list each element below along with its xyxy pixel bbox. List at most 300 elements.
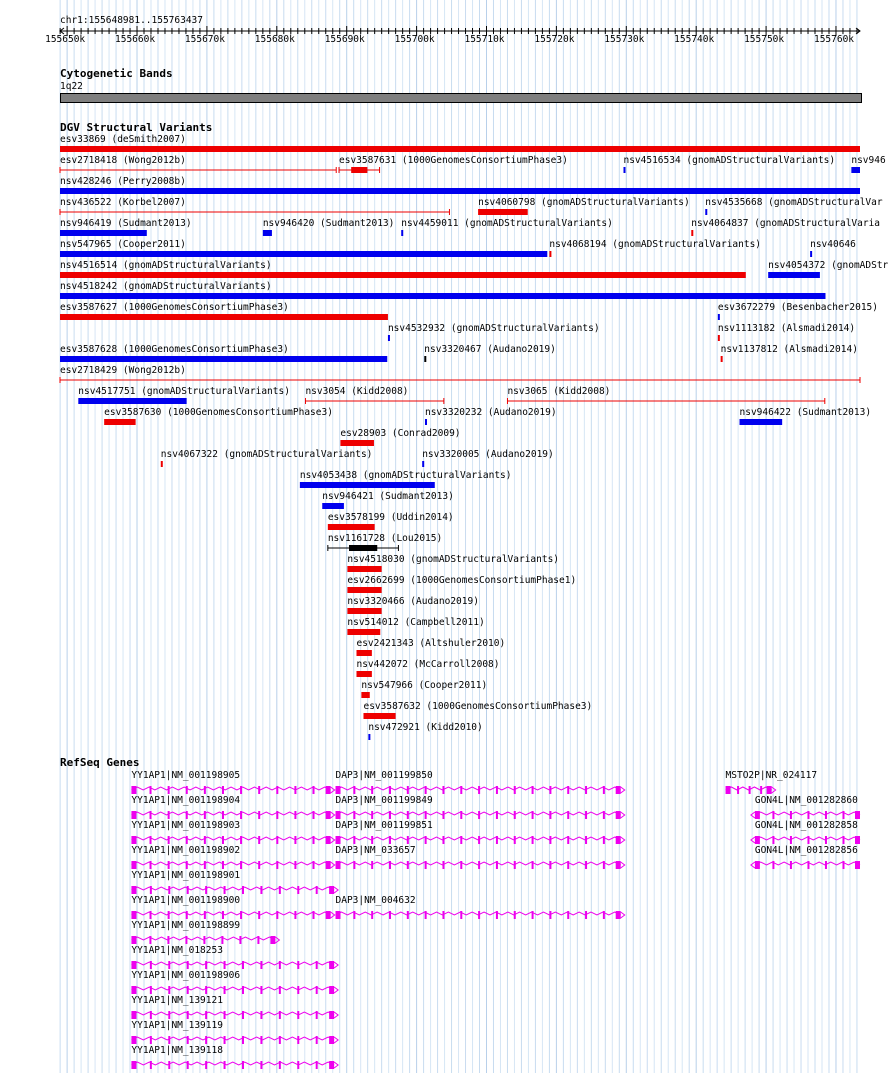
refseq-exon[interactable]	[842, 861, 844, 869]
refseq-exon[interactable]	[222, 836, 224, 844]
refseq-exon[interactable]	[389, 836, 391, 844]
refseq-exon[interactable]	[371, 811, 373, 819]
dgv-feature-label[interactable]: nsv4054372 (gnomADStr	[768, 260, 889, 271]
refseq-exon[interactable]	[276, 861, 278, 869]
refseq-exon[interactable]	[532, 861, 534, 869]
refseq-exon[interactable]	[371, 836, 373, 844]
dgv-feature-tick[interactable]	[718, 314, 720, 320]
refseq-exon[interactable]	[585, 861, 587, 869]
refseq-exon[interactable]	[279, 886, 281, 894]
dgv-feature-bar[interactable]	[347, 608, 381, 614]
refseq-exon[interactable]	[407, 786, 409, 794]
refseq-exon[interactable]	[204, 786, 206, 794]
refseq-gene-label[interactable]: YY1AP1|NM_139119	[131, 1020, 223, 1031]
dgv-feature-label[interactable]: nsv4518242 (gnomADStructuralVariants)	[60, 281, 272, 292]
refseq-exon[interactable]	[279, 986, 281, 994]
refseq-exon[interactable]	[270, 936, 275, 944]
refseq-exon[interactable]	[316, 1061, 318, 1069]
refseq-exon[interactable]	[131, 836, 136, 844]
dgv-feature-bar[interactable]	[347, 629, 380, 635]
dgv-feature-bar[interactable]	[349, 545, 377, 551]
refseq-exon[interactable]	[168, 961, 170, 969]
refseq-exon[interactable]	[242, 1061, 244, 1069]
refseq-exon[interactable]	[807, 836, 809, 844]
refseq-exon[interactable]	[389, 861, 391, 869]
dgv-feature-bar[interactable]	[78, 398, 186, 404]
refseq-exon[interactable]	[549, 836, 551, 844]
refseq-exon[interactable]	[168, 811, 170, 819]
dgv-feature-label[interactable]: nsv4532932 (gnomADStructuralVariants)	[387, 323, 600, 334]
refseq-exon[interactable]	[567, 811, 569, 819]
refseq-exon[interactable]	[855, 811, 860, 819]
refseq-exon[interactable]	[329, 1061, 334, 1069]
refseq-exon[interactable]	[313, 786, 315, 794]
dgv-feature-label[interactable]: nsv1113182 (Alsmadi2014)	[717, 323, 856, 334]
refseq-exon[interactable]	[276, 786, 278, 794]
refseq-exon[interactable]	[567, 861, 569, 869]
refseq-exon[interactable]	[240, 786, 242, 794]
dgv-feature-label[interactable]: nsv3065 (Kidd2008)	[507, 386, 611, 397]
dgv-feature-label[interactable]: nsv428246 (Perry2008b)	[60, 176, 186, 187]
dgv-feature-tick[interactable]	[425, 419, 427, 425]
refseq-exon[interactable]	[186, 811, 188, 819]
refseq-exon[interactable]	[460, 811, 462, 819]
refseq-exon[interactable]	[726, 786, 731, 794]
refseq-exon[interactable]	[131, 986, 136, 994]
dgv-feature-bar[interactable]	[356, 671, 371, 677]
refseq-exon[interactable]	[240, 811, 242, 819]
refseq-exon[interactable]	[326, 911, 331, 919]
refseq-exon[interactable]	[442, 861, 444, 869]
refseq-exon[interactable]	[737, 786, 739, 794]
refseq-exon[interactable]	[371, 911, 373, 919]
dgv-feature-bar[interactable]	[361, 692, 369, 698]
refseq-exon[interactable]	[131, 1036, 136, 1044]
dgv-feature-bar[interactable]	[478, 209, 528, 215]
refseq-exon[interactable]	[222, 811, 224, 819]
refseq-exon[interactable]	[150, 986, 152, 994]
dgv-feature-label[interactable]: nsv4068194 (gnomADStructuralVariants)	[549, 239, 762, 250]
refseq-exon[interactable]	[316, 886, 318, 894]
refseq-exon[interactable]	[336, 861, 341, 869]
dgv-feature-bar[interactable]	[740, 419, 783, 425]
dgv-feature-label[interactable]: nsv3320467 (Audano2019)	[424, 344, 556, 355]
refseq-exon[interactable]	[131, 911, 136, 919]
dgv-feature-label[interactable]: esv2421343 (Altshuler2010)	[356, 638, 506, 649]
refseq-exon[interactable]	[131, 961, 136, 969]
refseq-exon[interactable]	[187, 1061, 189, 1069]
dgv-feature-tick[interactable]	[718, 335, 720, 341]
refseq-exon[interactable]	[353, 811, 355, 819]
refseq-gene-label[interactable]: YY1AP1|NM_139121	[131, 995, 223, 1006]
refseq-exon[interactable]	[603, 811, 605, 819]
refseq-exon[interactable]	[825, 836, 827, 844]
refseq-exon[interactable]	[297, 1011, 299, 1019]
refseq-exon[interactable]	[329, 1036, 334, 1044]
refseq-exon[interactable]	[316, 1036, 318, 1044]
refseq-gene-label[interactable]: YY1AP1|NM_001198904	[131, 795, 241, 806]
dgv-feature-label[interactable]: esv3672279 (Besenbacher2015)	[717, 302, 878, 313]
refseq-exon[interactable]	[749, 786, 751, 794]
refseq-exon[interactable]	[297, 1036, 299, 1044]
refseq-exon[interactable]	[442, 911, 444, 919]
dgv-feature-label[interactable]: nsv436522 (Korbel2007)	[60, 197, 186, 208]
refseq-exon[interactable]	[205, 986, 207, 994]
refseq-exon[interactable]	[168, 861, 170, 869]
refseq-exon[interactable]	[224, 961, 226, 969]
refseq-exon[interactable]	[187, 886, 189, 894]
dgv-feature-label[interactable]: nsv442072 (McCarroll2008)	[356, 659, 500, 670]
refseq-exon[interactable]	[185, 936, 187, 944]
refseq-exon[interactable]	[336, 811, 341, 819]
dgv-feature-bar[interactable]	[347, 566, 381, 572]
dgv-feature-label[interactable]: nsv4067322 (gnomADStructuralVariants)	[160, 449, 373, 460]
refseq-exon[interactable]	[131, 811, 136, 819]
refseq-exon[interactable]	[532, 911, 534, 919]
dgv-feature-bar[interactable]	[60, 272, 746, 278]
refseq-exon[interactable]	[407, 861, 409, 869]
refseq-exon[interactable]	[514, 911, 516, 919]
refseq-exon[interactable]	[313, 836, 315, 844]
dgv-feature-label[interactable]: nsv946419 (Sudmant2013)	[60, 218, 192, 229]
refseq-exon[interactable]	[807, 811, 809, 819]
refseq-exon[interactable]	[755, 811, 760, 819]
refseq-exon[interactable]	[222, 786, 224, 794]
dgv-feature-bar[interactable]	[351, 167, 367, 173]
refseq-exon[interactable]	[336, 836, 341, 844]
refseq-exon[interactable]	[329, 961, 334, 969]
refseq-exon[interactable]	[150, 836, 152, 844]
refseq-exon[interactable]	[496, 786, 498, 794]
refseq-exon[interactable]	[478, 811, 480, 819]
refseq-exon[interactable]	[150, 1036, 152, 1044]
dgv-feature-bar[interactable]	[60, 251, 547, 257]
dgv-feature-label[interactable]: esv2718429 (Wong2012b)	[60, 365, 186, 376]
dgv-feature-tick[interactable]	[161, 461, 163, 467]
refseq-exon[interactable]	[425, 911, 427, 919]
refseq-exon[interactable]	[790, 811, 792, 819]
refseq-exon[interactable]	[204, 911, 206, 919]
refseq-exon[interactable]	[371, 861, 373, 869]
dgv-feature-bar[interactable]	[60, 230, 147, 236]
refseq-exon[interactable]	[240, 836, 242, 844]
refseq-gene-label[interactable]: YY1AP1|NM_001198906	[131, 970, 241, 981]
refseq-exon[interactable]	[167, 936, 169, 944]
refseq-gene-label[interactable]: YY1AP1|NM_001198901	[131, 870, 241, 881]
refseq-exon[interactable]	[460, 861, 462, 869]
refseq-exon[interactable]	[407, 811, 409, 819]
refseq-exon[interactable]	[204, 861, 206, 869]
refseq-exon[interactable]	[329, 986, 334, 994]
refseq-gene-label[interactable]: DAP3|NM_001199849	[335, 795, 433, 806]
dgv-feature-label[interactable]: nsv4459011 (gnomADStructuralVariants)	[401, 218, 613, 229]
refseq-gene-label[interactable]: DAP3|NM_001199850	[335, 770, 433, 781]
dgv-feature-label[interactable]: nsv4064837 (gnomADStructuralVaria	[691, 218, 881, 229]
refseq-exon[interactable]	[855, 836, 860, 844]
refseq-exon[interactable]	[825, 811, 827, 819]
dgv-feature-label[interactable]: nsv946421 (Sudmant2013)	[322, 491, 454, 502]
dgv-feature-label[interactable]: esv33869 (deSmith2007)	[60, 134, 186, 145]
refseq-exon[interactable]	[855, 861, 860, 869]
refseq-exon[interactable]	[240, 911, 242, 919]
refseq-exon[interactable]	[316, 986, 318, 994]
refseq-exon[interactable]	[496, 861, 498, 869]
refseq-exon[interactable]	[353, 861, 355, 869]
refseq-exon[interactable]	[260, 986, 262, 994]
refseq-gene-label[interactable]: YY1AP1|NM_001198905	[131, 770, 241, 781]
refseq-exon[interactable]	[224, 1011, 226, 1019]
refseq-exon[interactable]	[496, 911, 498, 919]
refseq-exon[interactable]	[326, 861, 331, 869]
refseq-exon[interactable]	[168, 1061, 170, 1069]
refseq-exon[interactable]	[297, 1061, 299, 1069]
refseq-exon[interactable]	[149, 936, 151, 944]
refseq-gene-label[interactable]: DAP3|NM_001199851	[335, 820, 433, 831]
refseq-exon[interactable]	[616, 786, 621, 794]
dgv-feature-label[interactable]: nsv4060798 (gnomADStructuralVariants)	[478, 197, 690, 208]
refseq-exon[interactable]	[205, 1011, 207, 1019]
refseq-exon[interactable]	[187, 961, 189, 969]
dgv-feature-bar[interactable]	[263, 230, 272, 236]
refseq-exon[interactable]	[353, 911, 355, 919]
dgv-feature-label[interactable]: esv3587628 (1000GenomesConsortiumPhase3)	[60, 344, 289, 355]
dgv-feature-label[interactable]: esv3578199 (Uddin2014)	[327, 512, 454, 523]
dgv-feature-bar[interactable]	[328, 524, 375, 530]
refseq-exon[interactable]	[203, 936, 205, 944]
refseq-exon[interactable]	[329, 886, 334, 894]
refseq-exon[interactable]	[514, 836, 516, 844]
refseq-exon[interactable]	[222, 911, 224, 919]
dgv-feature-label[interactable]: nsv3320466 (Audano2019)	[347, 596, 479, 607]
refseq-exon[interactable]	[329, 1011, 334, 1019]
dgv-feature-tick[interactable]	[424, 356, 426, 362]
refseq-exon[interactable]	[585, 836, 587, 844]
dgv-feature-label[interactable]: nsv472921 (Kidd2010)	[368, 722, 483, 733]
dgv-feature-label[interactable]: nsv4516534 (gnomADStructuralVariants)	[623, 155, 836, 166]
refseq-exon[interactable]	[616, 811, 621, 819]
dgv-feature-label[interactable]: nsv547965 (Cooper2011)	[60, 239, 186, 250]
dgv-feature-bar[interactable]	[60, 146, 860, 152]
refseq-exon[interactable]	[279, 1036, 281, 1044]
refseq-exon[interactable]	[460, 836, 462, 844]
dgv-feature-tick[interactable]	[368, 734, 370, 740]
refseq-exon[interactable]	[258, 836, 260, 844]
dgv-feature-label[interactable]: nsv4518030 (gnomADStructuralVariants)	[347, 554, 560, 565]
dgv-feature-label[interactable]: esv3587630 (1000GenomesConsortiumPhase3)	[104, 407, 333, 418]
refseq-exon[interactable]	[313, 861, 315, 869]
refseq-exon[interactable]	[549, 786, 551, 794]
refseq-exon[interactable]	[150, 911, 152, 919]
refseq-exon[interactable]	[842, 811, 844, 819]
refseq-exon[interactable]	[279, 961, 281, 969]
dgv-feature-bar[interactable]	[60, 314, 388, 320]
refseq-exon[interactable]	[186, 836, 188, 844]
dgv-feature-bar[interactable]	[340, 440, 374, 446]
refseq-exon[interactable]	[150, 1061, 152, 1069]
refseq-exon[interactable]	[326, 786, 331, 794]
refseq-exon[interactable]	[407, 836, 409, 844]
refseq-exon[interactable]	[131, 936, 136, 944]
dgv-feature-label[interactable]: esv3587627 (1000GenomesConsortiumPhase3)	[60, 302, 289, 313]
dgv-feature-tick[interactable]	[810, 251, 812, 257]
refseq-exon[interactable]	[186, 861, 188, 869]
refseq-exon[interactable]	[616, 836, 621, 844]
dgv-feature-bar[interactable]	[104, 419, 135, 425]
refseq-exon[interactable]	[755, 861, 760, 869]
refseq-exon[interactable]	[131, 886, 136, 894]
refseq-exon[interactable]	[336, 786, 341, 794]
refseq-exon[interactable]	[131, 1011, 136, 1019]
dgv-feature-label[interactable]: nsv1161728 (Lou2015)	[327, 533, 443, 544]
refseq-exon[interactable]	[186, 786, 188, 794]
refseq-gene-label[interactable]: YY1AP1|NM_001198902	[131, 845, 241, 856]
dgv-feature-label[interactable]: nsv4516514 (gnomADStructuralVariants)	[60, 260, 272, 271]
refseq-exon[interactable]	[767, 786, 772, 794]
refseq-exon[interactable]	[478, 861, 480, 869]
refseq-exon[interactable]	[532, 836, 534, 844]
refseq-exon[interactable]	[222, 861, 224, 869]
refseq-exon[interactable]	[760, 786, 762, 794]
dgv-feature-label[interactable]: nsv4053438 (gnomADStructuralVariants)	[299, 470, 512, 481]
dgv-feature-label[interactable]: esv28903 (Conrad2009)	[340, 428, 461, 439]
refseq-exon[interactable]	[168, 1011, 170, 1019]
refseq-exon[interactable]	[150, 961, 152, 969]
dgv-feature-tick[interactable]	[388, 335, 390, 341]
refseq-exon[interactable]	[532, 811, 534, 819]
refseq-exon[interactable]	[790, 836, 792, 844]
dgv-feature-tick[interactable]	[691, 230, 693, 236]
refseq-exon[interactable]	[585, 811, 587, 819]
refseq-exon[interactable]	[442, 836, 444, 844]
refseq-exon[interactable]	[567, 836, 569, 844]
dgv-feature-tick[interactable]	[401, 230, 403, 236]
refseq-exon[interactable]	[585, 911, 587, 919]
refseq-exon[interactable]	[260, 886, 262, 894]
refseq-exon[interactable]	[603, 836, 605, 844]
refseq-exon[interactable]	[772, 836, 774, 844]
refseq-exon[interactable]	[496, 811, 498, 819]
refseq-exon[interactable]	[294, 811, 296, 819]
cytoband-bar[interactable]	[60, 93, 862, 103]
refseq-exon[interactable]	[496, 836, 498, 844]
refseq-exon[interactable]	[205, 1061, 207, 1069]
refseq-exon[interactable]	[603, 861, 605, 869]
refseq-exon[interactable]	[279, 1061, 281, 1069]
refseq-exon[interactable]	[825, 861, 827, 869]
refseq-exon[interactable]	[150, 811, 152, 819]
refseq-gene-label[interactable]: YY1AP1|NM_001198899	[131, 920, 241, 931]
refseq-exon[interactable]	[389, 911, 391, 919]
refseq-exon[interactable]	[567, 786, 569, 794]
refseq-gene-label[interactable]: GON4L|NM_001282856	[754, 845, 858, 856]
refseq-exon[interactable]	[478, 836, 480, 844]
dgv-feature-tick[interactable]	[549, 251, 551, 257]
refseq-exon[interactable]	[294, 911, 296, 919]
refseq-exon[interactable]	[616, 911, 621, 919]
refseq-exon[interactable]	[425, 811, 427, 819]
refseq-exon[interactable]	[294, 861, 296, 869]
refseq-exon[interactable]	[258, 811, 260, 819]
refseq-gene-label[interactable]: YY1AP1|NM_001198903	[131, 820, 241, 831]
refseq-exon[interactable]	[425, 786, 427, 794]
refseq-exon[interactable]	[514, 811, 516, 819]
refseq-exon[interactable]	[260, 1061, 262, 1069]
refseq-exon[interactable]	[258, 861, 260, 869]
refseq-exon[interactable]	[326, 811, 331, 819]
refseq-exon[interactable]	[772, 811, 774, 819]
refseq-exon[interactable]	[276, 836, 278, 844]
refseq-exon[interactable]	[297, 886, 299, 894]
refseq-exon[interactable]	[425, 836, 427, 844]
dgv-feature-bar[interactable]	[851, 167, 860, 173]
refseq-exon[interactable]	[425, 861, 427, 869]
refseq-exon[interactable]	[131, 786, 136, 794]
refseq-exon[interactable]	[532, 786, 534, 794]
refseq-exon[interactable]	[603, 786, 605, 794]
refseq-exon[interactable]	[276, 911, 278, 919]
refseq-exon[interactable]	[242, 1011, 244, 1019]
dgv-feature-label[interactable]: nsv946420 (Sudmant2013)	[262, 218, 395, 229]
refseq-exon[interactable]	[168, 836, 170, 844]
dgv-feature-label[interactable]: nsv4517751 (gnomADStructuralVariants)	[78, 386, 290, 397]
dgv-feature-tick[interactable]	[705, 209, 707, 215]
refseq-exon[interactable]	[187, 986, 189, 994]
refseq-exon[interactable]	[258, 911, 260, 919]
refseq-exon[interactable]	[297, 961, 299, 969]
dgv-feature-bar[interactable]	[356, 650, 371, 656]
dgv-feature-label[interactable]: nsv3054 (Kidd2008)	[305, 386, 409, 397]
dgv-feature-label[interactable]: nsv4535668 (gnomADStructuralVar	[705, 197, 883, 208]
refseq-exon[interactable]	[224, 986, 226, 994]
dgv-feature-label[interactable]: esv2718418 (Wong2012b)	[60, 155, 186, 166]
refseq-exon[interactable]	[204, 811, 206, 819]
refseq-exon[interactable]	[150, 786, 152, 794]
refseq-exon[interactable]	[168, 986, 170, 994]
dgv-feature-tick[interactable]	[623, 167, 625, 173]
refseq-exon[interactable]	[603, 911, 605, 919]
refseq-exon[interactable]	[187, 1036, 189, 1044]
refseq-exon[interactable]	[205, 961, 207, 969]
refseq-exon[interactable]	[313, 811, 315, 819]
refseq-exon[interactable]	[514, 786, 516, 794]
refseq-exon[interactable]	[186, 911, 188, 919]
dgv-feature-label[interactable]: esv3587632 (1000GenomesConsortiumPhase3)	[363, 701, 593, 712]
refseq-exon[interactable]	[353, 786, 355, 794]
refseq-gene-label[interactable]: YY1AP1|NM_139118	[131, 1045, 223, 1056]
refseq-exon[interactable]	[239, 936, 241, 944]
refseq-exon[interactable]	[389, 786, 391, 794]
refseq-gene-label[interactable]: GON4L|NM_001282860	[754, 795, 858, 806]
refseq-exon[interactable]	[224, 886, 226, 894]
refseq-exon[interactable]	[772, 861, 774, 869]
refseq-exon[interactable]	[131, 1061, 136, 1069]
refseq-exon[interactable]	[478, 786, 480, 794]
refseq-exon[interactable]	[460, 911, 462, 919]
refseq-exon[interactable]	[313, 911, 315, 919]
dgv-feature-bar[interactable]	[60, 356, 387, 362]
refseq-exon[interactable]	[294, 836, 296, 844]
refseq-exon[interactable]	[371, 786, 373, 794]
refseq-exon[interactable]	[316, 1011, 318, 1019]
dgv-feature-bar[interactable]	[347, 587, 381, 593]
refseq-exon[interactable]	[549, 861, 551, 869]
refseq-exon[interactable]	[442, 811, 444, 819]
refseq-gene-label[interactable]: YY1AP1|NM_018253	[131, 945, 223, 956]
refseq-exon[interactable]	[150, 861, 152, 869]
refseq-exon[interactable]	[297, 986, 299, 994]
refseq-exon[interactable]	[224, 1061, 226, 1069]
refseq-gene-label[interactable]: DAP3|NM_004632	[335, 895, 416, 906]
